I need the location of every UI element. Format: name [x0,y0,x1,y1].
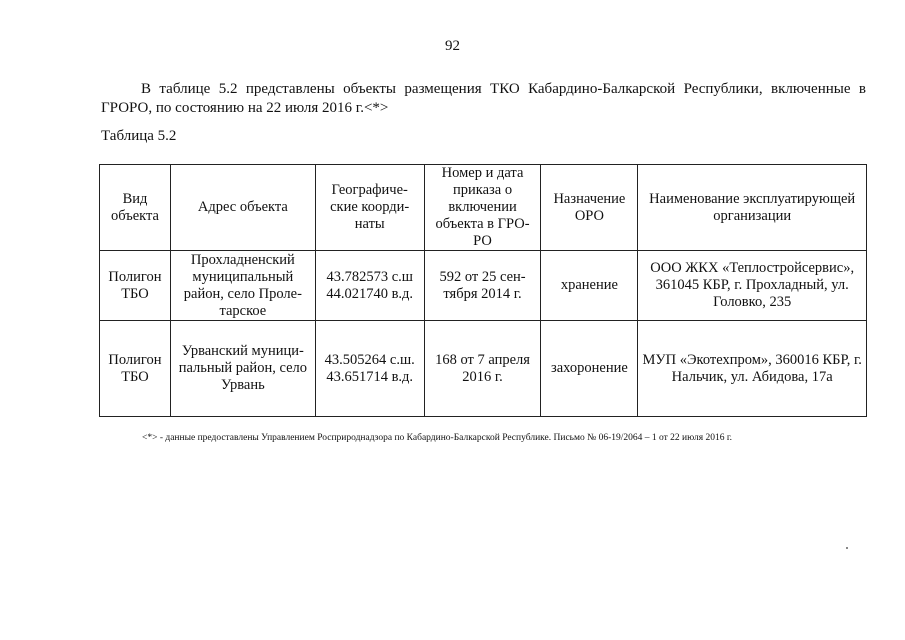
header-address: Адрес объекта [170,165,315,251]
cell-organization: ООО ЖКХ «Теплостройсервис», 361045 КБР, г. Прохладный, ул. Головко, 235 [638,251,867,321]
table-caption: Таблица 5.2 [101,128,177,144]
header-coordinates: Географиче-ские коорди-наты [315,165,424,251]
cell-coordinates [315,321,424,417]
footnote: <*> - данные предоставлены Управлением Росприроднадзора по Кабардино-Балкарской Республике. Письмо № 06-19/2064 – 1 от 22 июля 2016 г. [142,433,733,443]
coord-longitude: 43.651714 в.д. [326,368,414,385]
cell-order: 168 от 7 апреля 2016 г. [424,321,541,417]
table-row [100,321,867,417]
table-header-row [100,165,867,251]
header-order: Номер и дата приказа о включении объекта в ГРО-РО [424,165,541,251]
objects-table [99,164,867,417]
cell-address: Прохладненский муниципальный район, село Проле-тарское [170,251,315,321]
scan-artifact [846,547,848,549]
coord-longitude: 44.021740 в.д. [326,285,414,302]
page-number: 92 [445,38,460,54]
header-purpose: Назначение ОРО [541,165,638,251]
header-organization: Наименование эксплуатирующей организации [638,165,867,251]
table-row [100,251,867,321]
header-object-type: Вид объекта [100,165,171,251]
cell-order: 592 от 25 сен-тября 2014 г. [424,251,541,321]
cell-address: Урванский муници-пальный район, село Урвань [170,321,315,417]
cell-object-type: Полигон ТБО [100,321,171,417]
cell-purpose: захоронение [541,321,638,417]
intro-paragraph: В таблице 5.2 представлены объекты размещения ТКО Кабардино-Балкарской Республики, включенные в ГРОРО, по состоянию на 22 июля 2016 г.<*> [101,81,866,116]
coord-latitude: 43.782573 с.ш [326,268,413,285]
cell-coordinates [315,251,424,321]
coord-latitude: 43.505264 с.ш. [324,351,415,368]
cell-purpose: хранение [541,251,638,321]
cell-organization: МУП «Экотехпром», 360016 КБР, г. Нальчик, ул. Абидова, 17а [638,321,867,417]
cell-object-type: Полигон ТБО [100,251,171,321]
